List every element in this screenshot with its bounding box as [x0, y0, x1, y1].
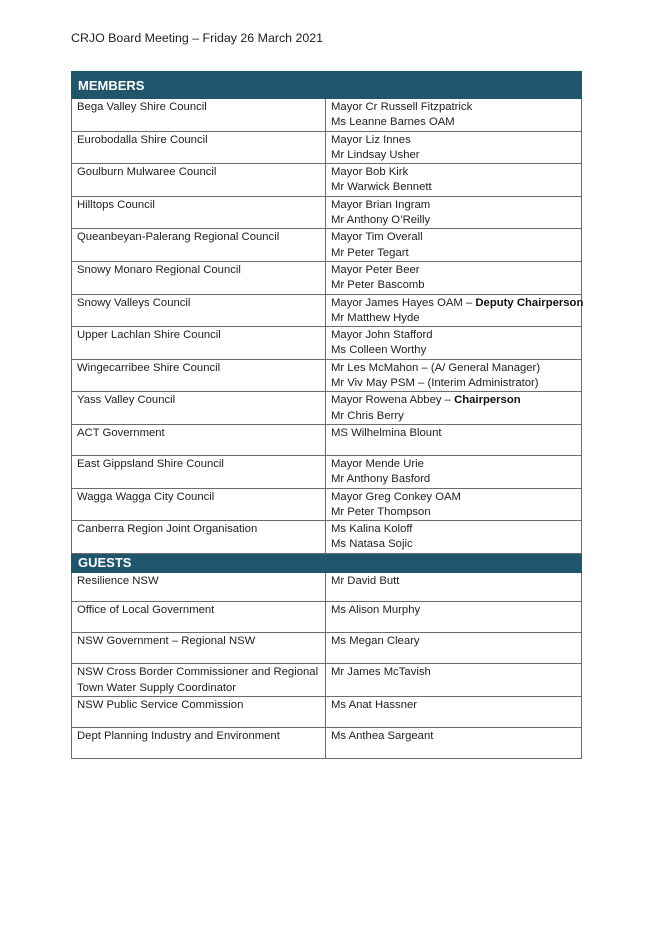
member-org: Eurobodalla Shire Council [72, 131, 326, 164]
table-row [72, 196, 582, 229]
table-row [72, 229, 582, 262]
member-representatives [326, 261, 582, 294]
table-row [72, 521, 582, 554]
table-row [72, 455, 582, 488]
member-org: Canberra Region Joint Organisation [72, 521, 326, 554]
table-row [72, 728, 582, 759]
representative: Mayor John Stafford [331, 329, 433, 342]
representative [331, 393, 576, 408]
representative: Mr Chris Berry [331, 409, 404, 422]
member-org: Wingecarribee Shire Council [72, 359, 326, 392]
representative [331, 296, 584, 311]
member-org: Yass Valley Council [72, 392, 326, 425]
member-org: East Gippsland Shire Council [72, 455, 326, 488]
table-row [72, 602, 582, 633]
member-org: Snowy Monaro Regional Council [72, 261, 326, 294]
table-row [72, 392, 582, 425]
representative: Mayor Liz Innes [331, 133, 411, 146]
member-representatives [326, 392, 582, 425]
representative: MS Wilhelmina Blount [331, 426, 442, 439]
representative: Mr Warwick Bennett [331, 181, 432, 194]
table-row [72, 327, 582, 360]
member-org: ACT Government [72, 424, 326, 455]
representative: Ms Leanne Barnes OAM [331, 116, 455, 129]
table-row [72, 633, 582, 664]
table-row [72, 131, 582, 164]
member-representatives [326, 327, 582, 360]
member-representatives [326, 455, 582, 488]
table-row [72, 164, 582, 197]
guest-org: NSW Cross Border Commissioner and Regional Town Water Supply Coordinator [72, 664, 326, 697]
guest-org: Dept Planning Industry and Environment [72, 728, 326, 759]
representative: Mr Peter Thompson [331, 505, 431, 518]
representative: Mayor Peter Beer [331, 263, 420, 276]
member-org: Snowy Valleys Council [72, 294, 326, 327]
role-chairperson: Chairperson [454, 394, 521, 407]
table-row [72, 697, 582, 728]
member-representatives [326, 294, 582, 327]
representative: Mr Peter Bascomb [331, 279, 425, 292]
table-row [72, 99, 582, 132]
member-org: Goulburn Mulwaree Council [72, 164, 326, 197]
members-section-header [72, 72, 582, 99]
representative: Mayor Bob Kirk [331, 166, 409, 179]
representative: Mr Peter Tegart [331, 246, 409, 259]
representative: Mayor Mende Urie [331, 457, 424, 470]
representative: Ms Colleen Worthy [331, 344, 427, 357]
guest-person: Mr James McTavish [326, 664, 582, 697]
member-representatives [326, 196, 582, 229]
table-row [72, 572, 582, 602]
representative: Mayor Brian Ingram [331, 198, 431, 211]
member-representatives [326, 229, 582, 262]
guests-heading: GUESTS [72, 553, 582, 572]
table-row [72, 488, 582, 521]
member-representatives [326, 131, 582, 164]
member-representatives [326, 424, 582, 455]
representative: Mayor Tim Overall [331, 231, 423, 244]
member-representatives [326, 488, 582, 521]
table-row [72, 424, 582, 455]
member-org: Hilltops Council [72, 196, 326, 229]
representative: Ms Natasa Sojic [331, 538, 413, 551]
representative: Mr Anthony Basford [331, 473, 431, 486]
member-representatives [326, 359, 582, 392]
table-row [72, 261, 582, 294]
guest-org: NSW Public Service Commission [72, 697, 326, 728]
representative: Mr Viv May PSM – (Interim Administrator) [331, 377, 539, 390]
guest-person: Ms Alison Murphy [326, 602, 582, 633]
representative: Mr Anthony O’Reilly [331, 214, 431, 227]
guest-person: Mr David Butt [326, 572, 582, 602]
guests-section-header [72, 553, 582, 572]
representative: Mayor Cr Russell Fitzpatrick [331, 101, 473, 113]
table-row [72, 664, 582, 697]
representative-name: Mayor Rowena Abbey – [331, 394, 455, 407]
page-header: CRJO Board Meeting – Friday 26 March 2021 [71, 31, 324, 45]
guest-org: Office of Local Government [72, 602, 326, 633]
guest-person: Ms Anthea Sargeant [326, 728, 582, 759]
attendance-table [71, 71, 582, 759]
member-org: Bega Valley Shire Council [72, 99, 326, 132]
representative: Mayor Greg Conkey OAM [331, 490, 461, 503]
member-org: Queanbeyan-Palerang Regional Council [72, 229, 326, 262]
member-representatives [326, 99, 582, 132]
table-row [72, 294, 582, 327]
representative: Ms Kalina Koloff [331, 523, 413, 536]
member-representatives [326, 164, 582, 197]
guest-org: NSW Government – Regional NSW [72, 633, 326, 664]
member-representatives [326, 521, 582, 554]
representative: Mr Lindsay Usher [331, 148, 420, 161]
guest-person: Ms Megan Cleary [326, 633, 582, 664]
guest-org: Resilience NSW [72, 572, 326, 602]
guest-person: Ms Anat Hassner [326, 697, 582, 728]
member-org: Upper Lachlan Shire Council [72, 327, 326, 360]
representative: Mr Matthew Hyde [331, 311, 420, 324]
representative: Mr Les McMahon – (A/ General Manager) [331, 361, 541, 374]
table-row [72, 359, 582, 392]
members-heading: MEMBERS [72, 72, 582, 99]
representative-name: Mayor James Hayes OAM – [331, 296, 476, 309]
member-org: Wagga Wagga City Council [72, 488, 326, 521]
role-deputy-chairperson: Deputy Chairperson [475, 296, 584, 309]
